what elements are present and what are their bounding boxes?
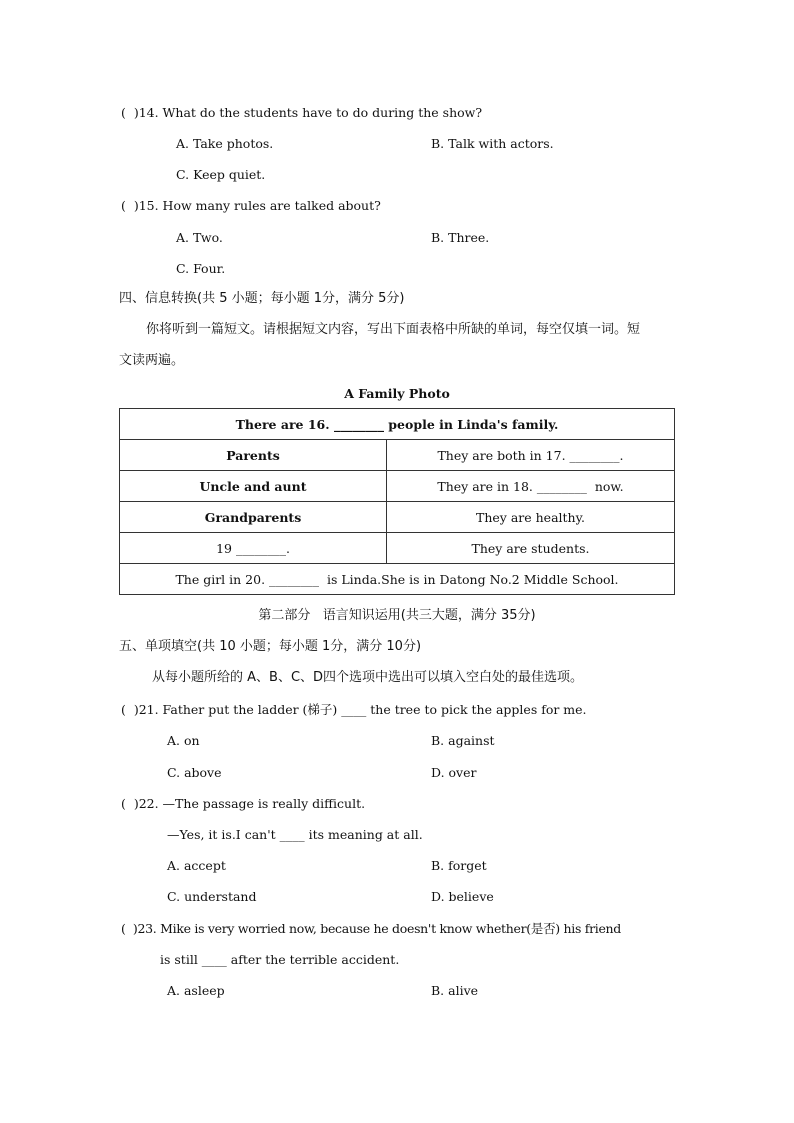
section-5-title: 五、单项填空(共 10 小题；每小题 1分，满分 10分) (119, 639, 422, 654)
question-22-stem-line2: —Yes, it is.I can't ____ its meaning at all. (167, 827, 423, 842)
question-21-option-b: B. against (431, 733, 495, 748)
question-23-stem: ( )23. Mike is very worried now, because he doesn't know whether(是否) his friend (121, 921, 622, 936)
table-row (120, 502, 675, 533)
question-23-stem-line2: is still ____ after the terrible accident. (160, 952, 400, 967)
table-cell-top: There are 16. ________ people in Linda's family. (120, 409, 675, 440)
question-15-option-a: A. Two. (176, 230, 223, 245)
section-5-instruction: 从每小题所给的 A、B、C、D四个选项中选出可以填入空白处的最佳选项。 (152, 670, 584, 685)
section-4-title: 四、信息转换(共 5 小题；每小题 1分，满分 5分) (119, 291, 405, 306)
table-cell-label: Grandparents (120, 502, 387, 533)
table-cell-value: They are both in 17. ________. (387, 440, 675, 471)
table-cell-value: They are healthy. (387, 502, 675, 533)
question-21-option-d: D. over (431, 765, 477, 780)
question-21-option-a: A. on (167, 733, 200, 748)
table-cell-label: Parents (120, 440, 387, 471)
question-15-option-c: C. Four. (176, 261, 226, 276)
question-22-stem: ( )22. —The passage is really difficult. (121, 796, 366, 811)
table-cell-bottom: The girl in 20. ________ is Linda.She is in Datong No.2 Middle School. (120, 564, 675, 595)
table-row (120, 564, 675, 595)
question-21-stem: ( )21. Father put the ladder (梯子) ____ the tree to pick the apples for me. (121, 702, 587, 717)
table-cell-label: Uncle and aunt (120, 471, 387, 502)
table-cell-label: 19 ________. (120, 533, 387, 564)
table-title: A Family Photo (344, 386, 450, 401)
table-cell-value: They are in 18. ________ now. (387, 471, 675, 502)
question-14-option-b: B. Talk with actors. (431, 136, 554, 151)
question-23-option-a: A. asleep (167, 983, 225, 998)
table-row (120, 440, 675, 471)
question-15-stem: ( )15. How many rules are talked about? (121, 198, 381, 213)
question-22-option-c: C. understand (167, 889, 257, 904)
question-22-option-d: D. believe (431, 889, 494, 904)
table-row (120, 409, 675, 440)
family-photo-table (119, 408, 675, 595)
question-23-option-b: B. alive (431, 983, 479, 998)
question-14-stem: ( )14. What do the students have to do during the show? (121, 105, 483, 120)
question-22-option-b: B. forget (431, 858, 487, 873)
question-21-option-c: C. above (167, 765, 222, 780)
section-4-instruction-line2: 文读两遍。 (119, 353, 185, 368)
section-4-instruction-line1: 你将听到一篇短文。请根据短文内容，写出下面表格中所缺的单词，每空仅填一词。短 (146, 322, 641, 337)
question-22-option-a: A. accept (167, 858, 226, 873)
question-14-option-a: A. Take photos. (176, 136, 274, 151)
table-cell-value: They are students. (387, 533, 675, 564)
part-2-title: 第二部分 语言知识运用(共三大题，满分 35分) (258, 608, 536, 623)
question-15-option-b: B. Three. (431, 230, 490, 245)
question-14-option-c: C. Keep quiet. (176, 167, 266, 182)
table-row (120, 471, 675, 502)
table-row (120, 533, 675, 564)
